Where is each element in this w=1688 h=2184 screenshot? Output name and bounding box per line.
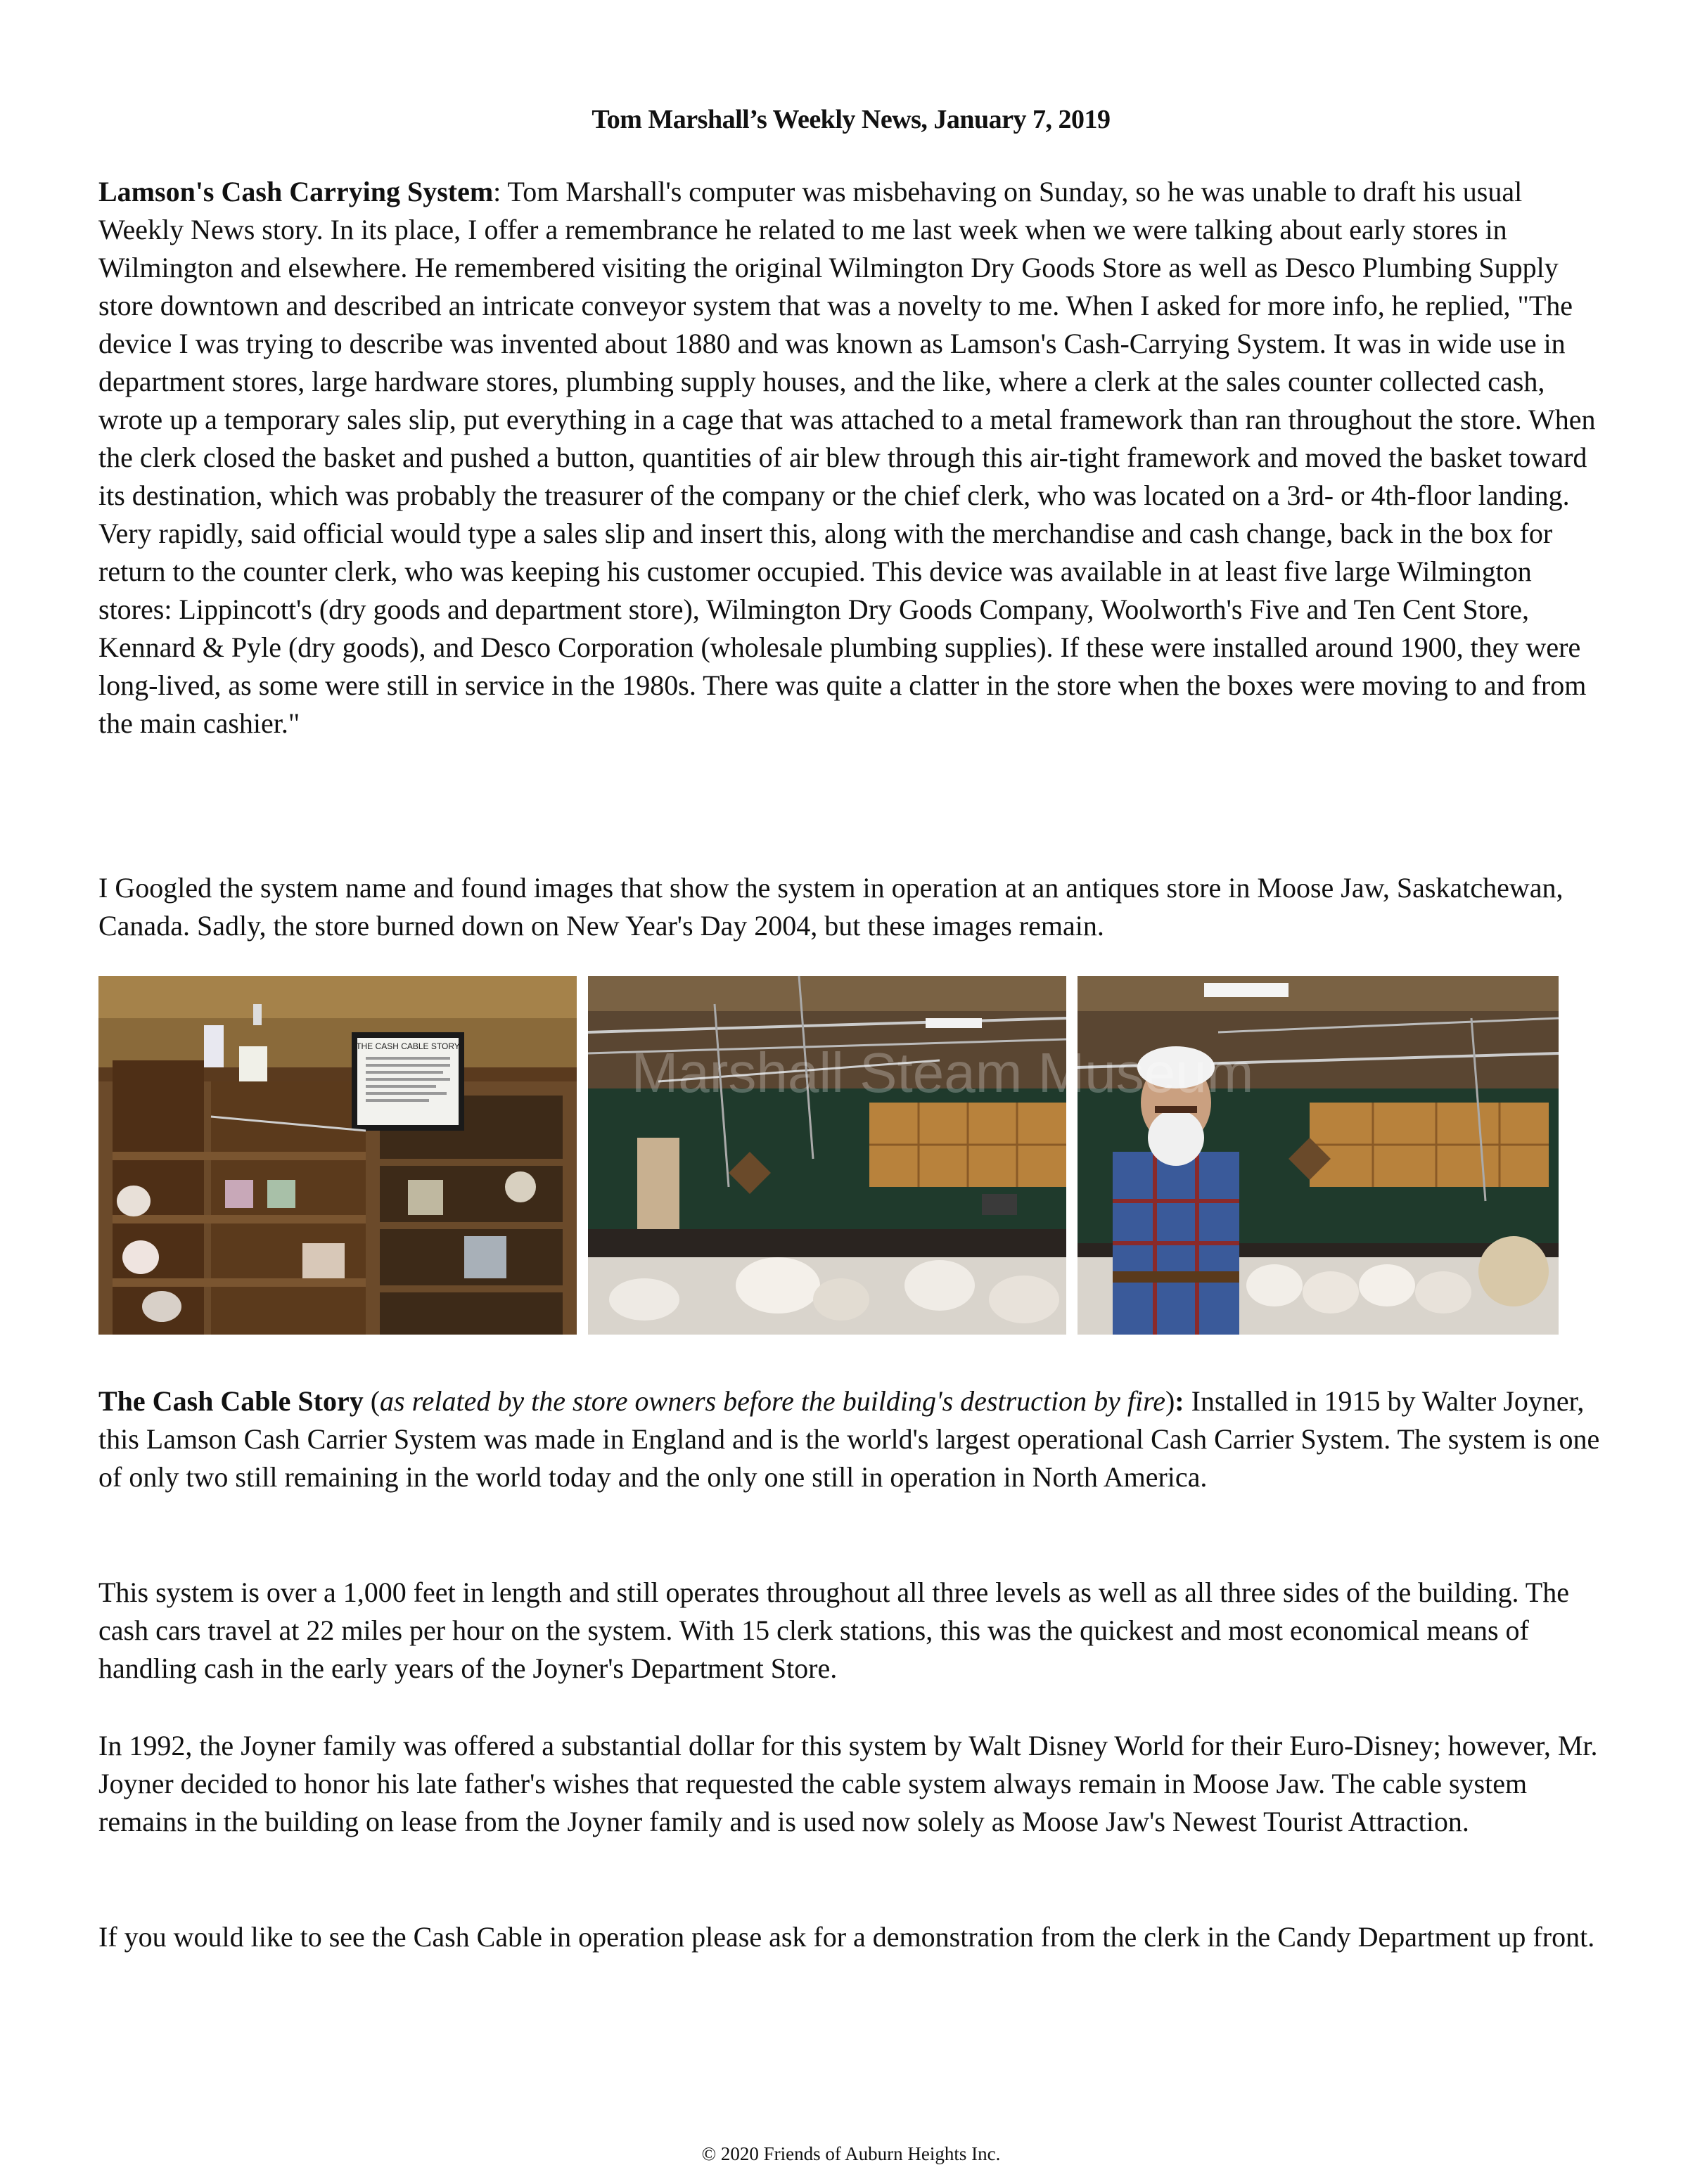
article-google-body: I Googled the system name and found images that show the system in operation at an antiques store in Moose Jaw, Saskatchewan, Canada. Sadly, the store burned down on New Year's Day 2004, but these images remain. [98,872,1564,942]
article-lamson [98,173,1604,743]
photo-sign-text: THE CASH CABLE STORY [356,1041,460,1051]
article-cash-cable [98,1382,1604,1496]
article-cash-cable-italic: as related by the store owners before the building's destruction by fire [380,1385,1165,1417]
photo-mannequin [1078,976,1559,1335]
photo-strip [98,976,1561,1335]
article-google [98,869,1604,945]
footer-copyright: © 2020 Friends of Auburn Heights Inc. [701,2143,1001,2164]
photo-store-interior-image [588,976,1066,1335]
article-lamson-heading: Lamson's Cash Carrying System [98,176,494,207]
article-demonstration-body: If you would like to see the Cash Cable in operation please ask for a demonstration from the clerk in the Candy Department up front. [98,1921,1595,1953]
photo-mannequin-image [1078,976,1559,1335]
article-cash-cable-close-paren: ) [1165,1385,1175,1417]
article-cash-cable-body: Installed in 1915 by Walter Joyner, this Lamson Cash Carrier System was made in England and is the world's largest operational Cash Carrier System. The system is one of only two still remaining in the world today and the only one still in operation in North America. [98,1385,1600,1493]
page-title: Tom Marshall’s Weekly News, January 7, 2019 [592,105,1111,134]
article-cash-cable-colon: : [1175,1385,1184,1417]
photo-store-interior [588,976,1066,1335]
article-lamson-body: : Tom Marshall's computer was misbehaving on Sunday, so he was unable to draft his usual Weekly News story. In its place, I offer a remembrance he related to me last week when we were talking about early stores in Wilmington and elsewhere. He remembered visiting the original Wilmington Dry Goods Store as well as Desco Plumbing Supply store downtown and described an intricate conveyor system that was a novelty to me. When I asked for more info, he replied, "The device I was trying to describe was invented about 1880 and was known as Lamson's Cash-Carrying System. It was in wide use in department stores, large hardware stores, plumbing supply houses, and the like, where a clerk at the sales counter collected cash, wrote up a temporary sales slip, put everything in a cage that was attached to a metal framework than ran throughout the store. When the clerk closed the basket and pushed a button, quantities of air blew through this air-tight framework and moved the basket toward its destination, which was probably the treasurer of the company or the chief clerk, who was located on a 3rd- or 4th-floor landing. Very rapidly, said official would type a sales slip and insert this, along with the merchandise and cash change, back in the box for return to the counter clerk, who was keeping his customer occupied. This device was available in at least five large Wilmington stores: Lippincott's (dry goods and department store), Wilmington Dry Goods Company, Woolworth's Five and Ten Cent Store, Kennard & Pyle (dry goods), and Desco Corporation (wholesale plumbing supplies). If these were installed around 1900, they were long-lived, as some were still in service in the 1980s. There was quite a clatter in the store when the boxes were moving to and from the main cashier." [98,176,1596,739]
article-disney [98,1727,1604,1841]
photo-store-shelves-image [98,976,577,1335]
article-system-length-body: This system is over a 1,000 feet in length and still operates throughout all three levels as well as all three sides of the building. The cash cars travel at 22 miles per hour on the system. With 15 clerk stations, this was the quickest and most economical means of handling cash in the early years of the Joyner's Department Store. [98,1576,1569,1684]
photo-watermark: Marshall Steam Museum [631,1041,1254,1104]
article-cash-cable-open-paren: ( [363,1385,381,1417]
article-system-length [98,1574,1604,1688]
article-cash-cable-heading: The Cash Cable Story [98,1385,364,1417]
article-demonstration [98,1918,1604,1956]
photo-store-shelves [98,976,577,1335]
article-disney-body: In 1992, the Joyner family was offered a substantial dollar for this system by Walt Disney World for their Euro-Disney; however, Mr. Joyner decided to honor his late father's wishes that requested the cable system always remain in Moose Jaw. The cable system remains in the building on lease from the Joyner family and is used now solely as Moose Jaw's Newest Tourist Attraction. [98,1730,1598,1837]
